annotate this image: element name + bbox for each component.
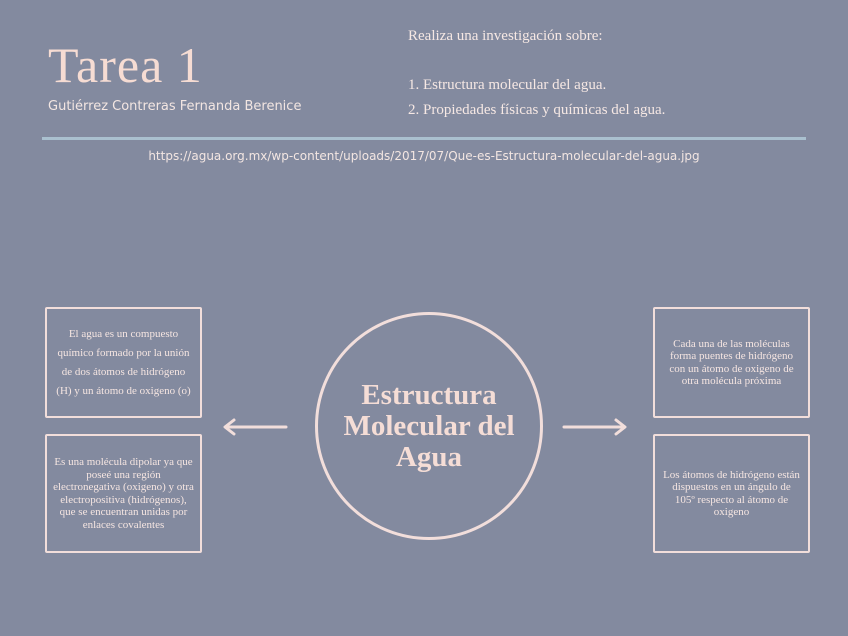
info-box-dipolar: Es una molécula dipolar ya que poseé una región electronegativa (oxigeno) y otra electropositiva (hidrógenos), que se encuentran unidas por enlaces covalentes (45, 434, 202, 553)
task-intro: Realiza una investigación sobre: (408, 28, 603, 44)
info-box-composition: El agua es un compuesto químico formado por la unión de dos átomos de hidrógeno (H) y un átomo de oxigeno (o) (45, 307, 202, 418)
author-name: Gutiérrez Contreras Fernanda Berenice (48, 99, 302, 114)
task-item-1: 1. Estructura molecular del agua. (408, 77, 607, 93)
center-title: Estructura Molecular del Agua (343, 378, 515, 473)
page-title: Tarea 1 (48, 37, 203, 93)
source-link[interactable]: https://agua.org.mx/wp-content/uploads/2017/07/Que-es-Estructura-molecular-del-agua.jpg (148, 149, 700, 163)
info-box-hydrogen-bonds: Cada una de las moléculas forma puentes de hidrógeno con un átomo de oxigeno de otra molécula próxima (653, 307, 810, 418)
center-circle (315, 312, 543, 540)
info-box-bond-angle: Los átomos de hidrógeno están dispuestos en un ángulo de 105º respecto al átomo de oxigeno (653, 434, 810, 553)
task-item-2: 2. Propiedades físicas y químicas del agua. (408, 102, 666, 118)
arrow-left-icon (222, 418, 288, 436)
arrow-right-icon (562, 418, 628, 436)
divider-line (42, 137, 806, 140)
